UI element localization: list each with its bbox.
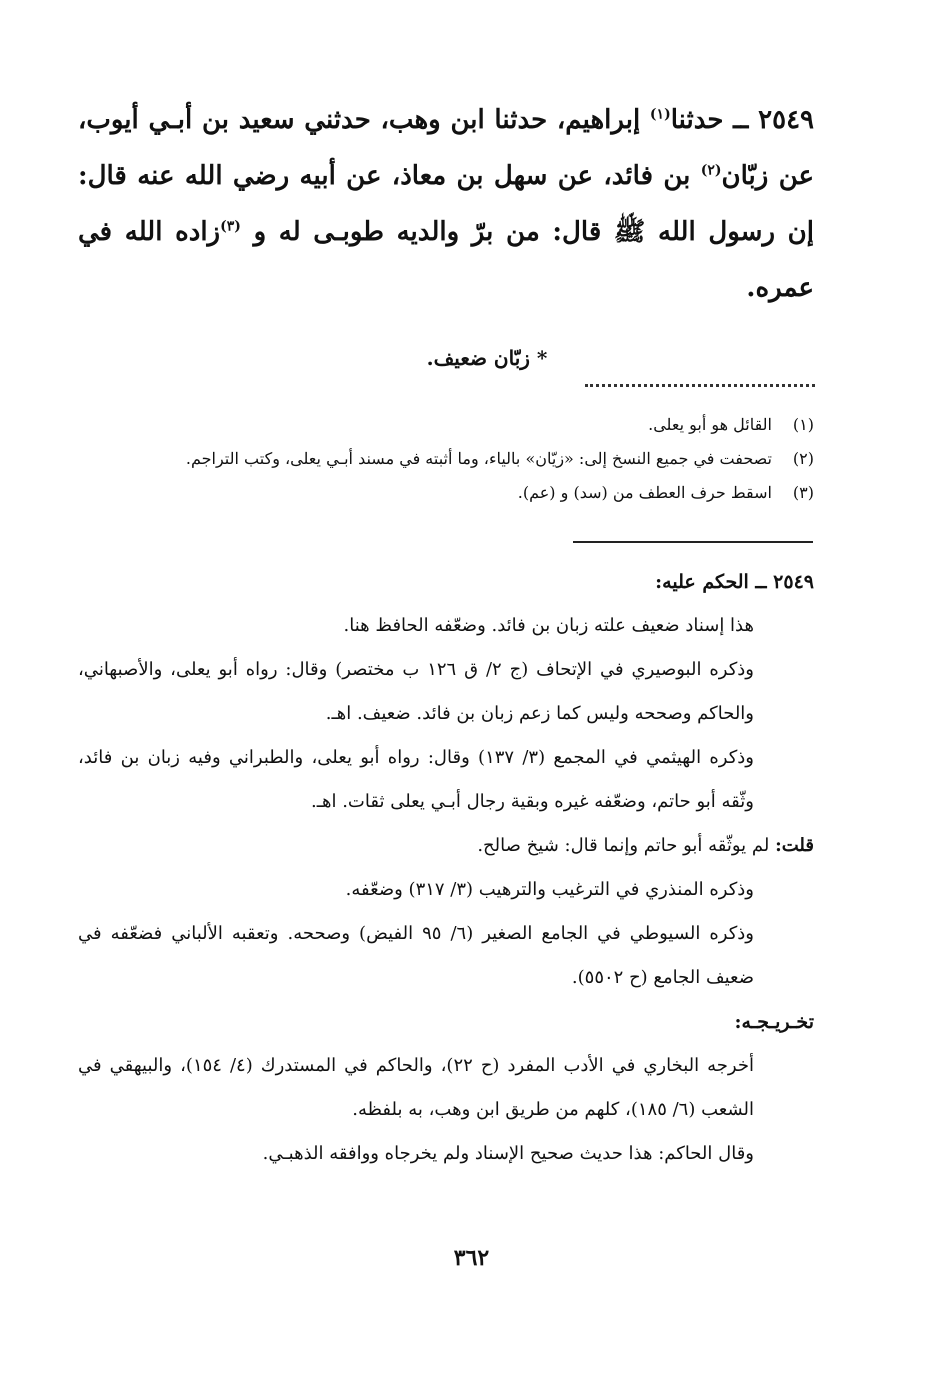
page-number: ٣٦٢ — [453, 1245, 490, 1271]
takhrij-paragraph-1: أخرجه البخاري في الأدب المفرد (ح ٢٢)، والحاكم في المستدرك (٤/ ١٥٤)، والبيهقي في الشعب (٦/ ١٨٥)، كلهم من طريق ابن وهب، به بلفظه. — [78, 1055, 754, 1120]
footnote-separator — [585, 384, 815, 387]
ruling-heading: ٢٥٤٩ ــ الحكم عليه: — [655, 571, 814, 593]
hadith-chain-1: إبراهيم، حدثنا ابن وهب، حدثني سعيد بن أبـي أيوب، عن زبّان — [78, 105, 814, 191]
takhrij-paragraph-2: وقال الحاكم: هذا حديث صحيح الإسناد ولم يخرجاه ووافقه الذهبـي. — [262, 1143, 754, 1164]
takhrij-heading: تخـريـجـه: — [734, 1011, 814, 1033]
ruling-qult — [78, 824, 814, 868]
qult-label: قلت: — [775, 835, 814, 856]
ruling-section — [78, 560, 814, 1176]
footnote-ref-2[interactable]: (٢) — [700, 162, 722, 179]
footnote-ref-1[interactable]: (١) — [649, 106, 671, 123]
section-divider — [573, 541, 813, 543]
footnote-2 — [90, 442, 814, 476]
footnotes — [90, 408, 814, 510]
ruling-paragraph-2: وذكره البوصيري في الإتحاف (ج ٢/ ق ١٢٦ ب مختصر) وقال: رواه أبو يعلى، والأصبهاني، والحاكم وصححه وليس كما زعم زبان بن فائد. ضعيف. اهـ. — [78, 659, 754, 724]
qult-text: لم يوثّقه أبو حاتم وإنما قال: شيخ صالح. — [477, 835, 776, 856]
ruling-paragraph-4: وذكره المنذري في الترغيب والترهيب (٣/ ٣١٧) وضعّفه. — [345, 879, 754, 900]
footnote-1 — [90, 408, 814, 442]
hadith-paragraph — [78, 92, 814, 316]
footnote-3 — [90, 476, 814, 510]
footnote-number: (٢) — [792, 449, 814, 468]
ruling-paragraph-3: وذكره الهيثمي في المجمع (٣/ ١٣٧) وقال: رواه أبو يعلى، والطبراني وفيه زبان بن فائد، وثّقه أبو حاتم، وضعّفه غيره وبقية رجال أبـي يعلى ثقات. اهـ. — [78, 747, 754, 812]
footnote-text: تصحفت في جميع النسخ إلى: «زيّان» بالياء، وما أثبته في مسند أبـي يعلى، وكتب التراجم. — [185, 449, 772, 468]
hadith-chain-2: بن فائد، عن سهل بن معاذ، عن أبيه رضي الله عنه قال: إن رسول الله ﷺ قال: من برّ والديه طوبـى له و — [78, 161, 814, 247]
footnote-number: (٣) — [792, 483, 814, 502]
hadith-chain-3: زاده الله في عمره. — [78, 217, 814, 303]
footnote-number: (١) — [792, 415, 814, 434]
footnote-ref-3[interactable]: (٣) — [220, 218, 241, 235]
ruling-paragraph-5: وذكره السيوطي في الجامع الصغير (٦/ ٩٥ الفيض) وصححه. وتعقبه الألباني فضعّفه في ضعيف الجامع (ح ٥٥٠٢). — [78, 923, 754, 988]
hadith-grading-note: * زبّان ضعيف. — [426, 346, 548, 370]
hadith-text — [78, 92, 814, 386]
footnote-text: القائل هو أبو يعلى. — [648, 415, 772, 434]
footnote-text: اسقط حرف العطف من (سد) و (عم). — [517, 483, 772, 502]
ruling-paragraph-1: هذا إسناد ضعيف علته زبان بن فائد. وضعّفه الحافظ هنا. — [343, 615, 754, 636]
hadith-opening: ٢٥٤٩ ــ حدثنا — [670, 105, 814, 135]
